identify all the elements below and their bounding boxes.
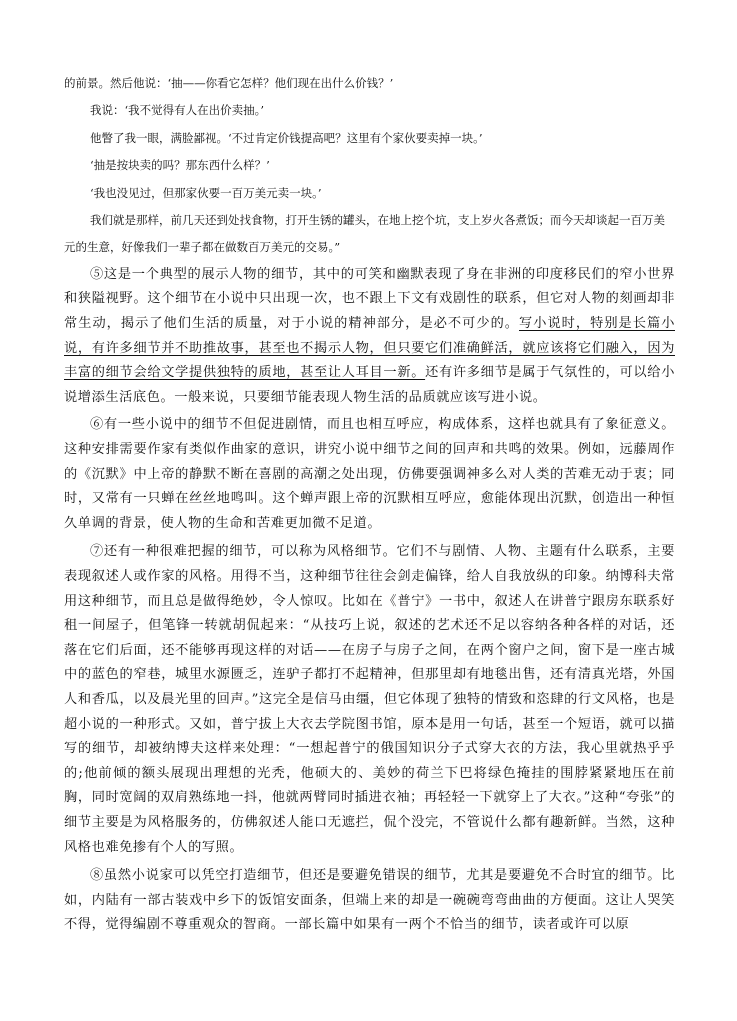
paragraph-5-text-c: 还有许多细节是属于气氛性的，可以给小说增添生活底色。一般来说，只要细节能表现人物生活的品质就应该写进小说。 [64,365,675,405]
dialogue-line: 我们就是那样，前几天还到处找食物，打开生锈的罐头，在地上挖个坑，支上岁火各煮饭；而今天却谈起一百万美元的生意，好像我们一辈子都在做数百万美元的交易。” [64,213,665,255]
dialogue-line: ‘抽是按块卖的吗？那东西什么样？’ [90,158,270,173]
paragraph-8: ⑧虽然小说家可以凭空打造细节，但还是要避免错误的细节，尤其是要避免不合时宜的细节。比如，内陆有一部古装戏中乡下的饭馆安面条，但端上来的却是一碗碗弯弯曲曲的方便面。这让人哭笑不得，觉得编剧不尊重观众的智商。一部长篇中如果有一两个不恰当的细节，读者或许可以原 [64,868,675,933]
dialogue-line: ‘我也没见过，但那家伙要一百万美元卖一块。’ [90,185,322,200]
dialogue-line: 他瞥了我一眼，满脸鄙视。‘不过肯定价钱提高吧？这里有个家伙要卖掉一块。’ [90,130,483,145]
paragraph-7: ⑦还有一种很难把握的细节，可以称为风格细节。它们不与剧情、人物、主题有什么联系，主要表现叙述人或作家的风格。用得不当，这种细节往往会剑走偏锋，给人自我放纵的印象。纳博科夫常用这种细节，而且总是做得绝妙，令人惊叹。比如在《普宁》一书中，叙述人在讲普宁跟房东联系好租一间屋子，但笔锋一转就胡侃起来：“从技巧上说，叙述的艺术还不足以容纳各种各样的对话，还落在它们后面，还不能够再现这样的对话——在房子与房子之间，在两个窗户之间，窗下是一座古城中的蓝色的窄巷，城里水源匮乏，连驴子都打不起精神，但那里却有地毯出售，还有清真光塔，外国人和香瓜，以及晨光里的回声。”这完全是信马由缰，但它体现了独特的情致和恣肆的行文风格，也是超小说的一种形式。又如，普宁拔上大衣去学院图书馆，原本是用一句话，甚至一个短语，就可以描写的细节，却被纳博夫这样来处理：“一想起普宁的俄国知识分子式穿大衣的方法，我心里就热乎乎的;他前倾的额头展现出理想的光秃，他硕大的、美妙的荷兰下巴将绿色掩挂的围脖紧紧地压在前胸，同时宽阔的双肩熟练地一抖，他就两臂同时插进衣袖；再轻轻一下就穿上了大衣。”这种“夸张”的细节主要是为风格服务的，仿佛叙述人能口无遮拦，侃个没完，不管说什么都有趣新鲜。当然，这种风格也难免掺有个人的写照。 [64,544,675,855]
dialogue-line: 我说：‘我不觉得有人在出价卖抽。’ [90,103,265,118]
paragraph-5 [64,263,675,411]
underlined-sentence: 写小说时，特别是长篇小说，有许多细节并不助推故事，甚至也不揭示人物，但只要它们准确鲜活，就应该将它们融入，因为丰富的细节会给文学提供独特的质地，甚至让人耳目一新。 [64,316,675,381]
paragraph-6: ⑥有一些小说中的细节不但促进剧情，而且也相互呼应，构成体系，这样也就具有了象征意义。这种安排需要作家有类似作曲家的意识，讲究小说中细节之间的回声和共鸣的效果。例如，远藤周作的《沉默》中上帝的静默不断在喜剧的高潮之处出现，仿佛要强调神多么对人类的苦难无动于衷；同时，又常有一只蝉在丝丝地鸣叫。这个蝉声跟上帝的沉默相互呼应，愈能体现出沉默，创造出一种恒久单调的背景，使人物的生命和苦难更加微不足道。 [64,417,675,531]
paragraph-5-text-a: ⑤这是一个典型的展示人物的细节，其中的可笑和幽默表现了身在非洲的印度移民们的窄小世界和狭隘视野。这个细节在小说中只出现一次，也不跟上下文有戏剧性的联系，但它对人物的刻画却非常生动，揭示了他们生活的质量，对于小说的精神部分，是必不可少的。 [64,266,675,332]
dialogue-line: 的前景。然后他说：‘抽——你看它怎样？他们现在出什么价钱？’ [64,76,394,90]
